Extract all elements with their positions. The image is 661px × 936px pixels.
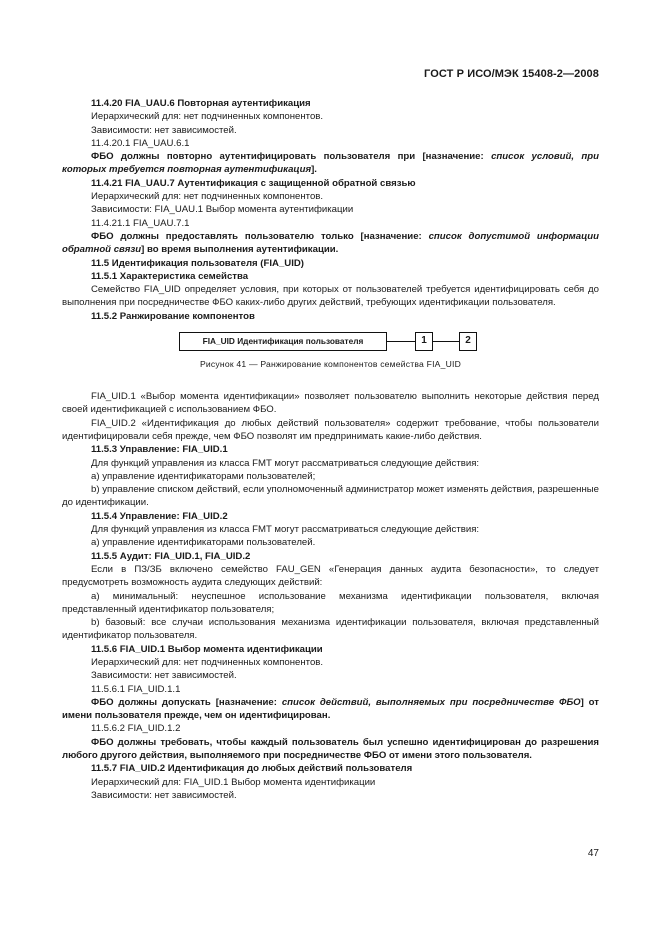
component-box-2: 2 [459, 332, 477, 351]
requirement-part: ФБО должны повторно аутентифицировать пользователя при [назначение: [91, 151, 492, 163]
family-box: FIA_UID Идентификация пользователя [179, 332, 387, 351]
element-id: 11.5.6.1 FIA_UID.1.1 [91, 683, 181, 695]
requirement-text: ФБО должны требовать, чтобы каждый пользователь был успешно идентифицирован до разрешения любого другого действия, выполняемого при посредничестве ФБО от имени этого пользователя. [62, 736, 599, 762]
page-content [62, 97, 599, 802]
paragraph: Семейство FIA_UID определяет условия, при которых от пользователей требуется идентифицировать себя до выполнения при посредничестве ФБО каких-либо других действий, требующих идентификации пользователя. [62, 284, 599, 309]
subsection-heading: 11.5.3 Управление: FIA_UID.1 [91, 444, 228, 456]
hierarchy-text: Иерархический для: нет подчиненных компонентов. [91, 191, 324, 203]
requirement-part: ФБО должны допускать [назначение: [91, 696, 282, 708]
connector-line [433, 341, 459, 342]
connector-line [387, 341, 415, 342]
subsection-heading: 11.5.1 Характеристика семейства [91, 270, 249, 282]
document-header: ГОСТ Р ИСО/МЭК 15408-2—2008 [424, 68, 599, 80]
subsection-heading: 11.5.4 Управление: FIA_UID.2 [91, 510, 228, 522]
requirement-part: ] от имени пользователя прежде, чем он идентифицирован. [62, 696, 599, 722]
dependency-text: Зависимости: нет зависимостей. [91, 670, 237, 682]
requirement-text [62, 696, 599, 723]
list-item: b) базовый: все случаи использования механизма идентификации пользователя, включая представленный идентификатор пользователя. [62, 617, 599, 642]
figure-caption: Рисунок 41 — Ранжирование компонентов семейства FIA_UID [200, 359, 461, 370]
requirement-text [62, 150, 599, 177]
paragraph: FIA_UID.2 «Идентификация до любых действий пользователя» содержит требование, чтобы пользователи идентифицировали себя прежде, чем ФБО позволят им предпринимать какие-либо действия. [62, 417, 599, 442]
section-heading: 11.4.20 FIA_UAU.6 Повторная аутентификация [91, 98, 311, 109]
element-id: 11.5.6.2 FIA_UID.1.2 [91, 723, 181, 735]
paragraph: Если в ПЗ/ЗБ включено семейство FAU_GEN «Генерация данных аудита безопасности», то следует предусмотреть возможность аудита следующих действий: [62, 563, 599, 589]
hierarchy-text: Иерархический для: нет подчиненных компонентов. [91, 656, 324, 668]
component-box-1: 1 [415, 332, 433, 351]
hierarchy-text: Иерархический для: FIA_UID.1 Выбор момента идентификации [91, 776, 376, 788]
requirement-part: ФБО должны предоставлять пользователю только [назначение: [91, 230, 429, 242]
requirement-part: ]. [311, 164, 317, 176]
subsection-heading: 11.5.5 Аудит: FIA_UID.1, FIA_UID.2 [91, 550, 251, 562]
list-item: b) управление списком действий, если уполномоченный администратор может изменять действия, разрешенные до идентификации. [62, 484, 600, 509]
subsection-heading: 11.5.6 FIA_UID.1 Выбор момента идентификации [91, 643, 323, 655]
paragraph: Для функций управления из класса FMT могут рассматриваться следующие действия: [91, 524, 480, 536]
list-item: a) минимальный: неуспешное использование механизма идентификации пользователя, включая представленный идентификатор пользователя; [62, 590, 599, 615]
element-id: 11.4.21.1 FIA_UAU.7.1 [91, 217, 190, 229]
requirement-part: ] во время выполнения аутентификации. [141, 244, 339, 256]
dependency-text: Зависимости: FIA_UAU.1 Выбор момента аутентификации [91, 204, 354, 216]
section-heading: 11.5 Идентификация пользователя (FIA_UID) [91, 257, 305, 269]
element-id: 11.4.20.1 FIA_UAU.6.1 [91, 137, 190, 149]
hierarchy-text: Иерархический для: нет подчиненных компонентов. [91, 111, 324, 123]
paragraph: Для функций управления из класса FMT могут рассматриваться следующие действия: [91, 457, 480, 469]
section-heading: 11.4.21 FIA_UAU.7 Аутентификация с защищенной обратной связью [91, 177, 416, 189]
subsection-heading: 11.5.2 Ранжирование компонентов [91, 310, 255, 322]
paragraph: FIA_UID.1 «Выбор момента идентификации» позволяет пользователю выполнить некоторые действия перед своей идентификацией с использованием ФБО. [62, 391, 599, 416]
dependency-text: Зависимости: нет зависимостей. [91, 124, 237, 136]
assignment-text: список условий, при которых требуется повторная аутентификация [62, 151, 599, 176]
page-number: 47 [587, 848, 599, 859]
requirement-text [62, 230, 599, 257]
component-levelling-figure [62, 328, 599, 374]
assignment-text: список допустимой информации обратной связи [62, 230, 599, 256]
subsection-heading: 11.5.7 FIA_UID.2 Идентификация до любых действий пользователя [91, 763, 413, 775]
dependency-text: Зависимости: нет зависимостей. [91, 789, 237, 801]
list-item: a) управление идентификаторами пользователей. [91, 537, 316, 549]
assignment-text: список действий, выполняемых при посредничестве ФБО [281, 696, 581, 708]
list-item: a) управление идентификаторами пользователей; [91, 470, 316, 482]
